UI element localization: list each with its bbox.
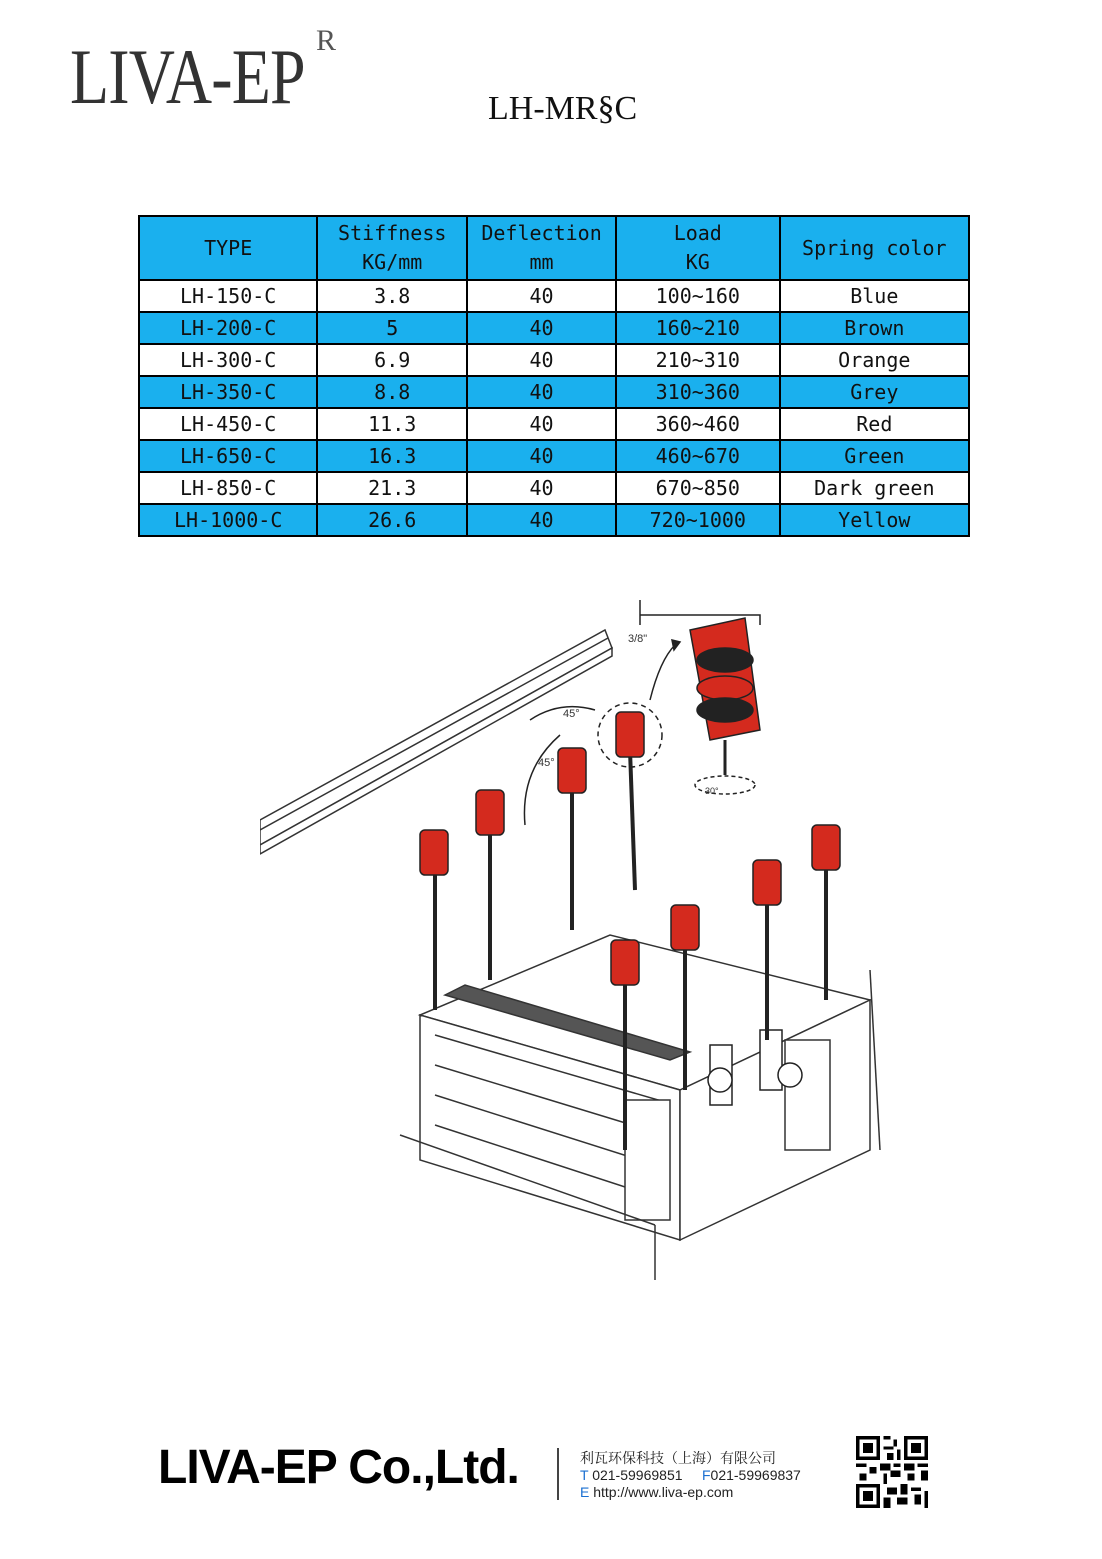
cell-stiffness: 8.8 [317,376,467,408]
cell-deflection: 40 [467,504,616,536]
cell-color: Grey [780,376,969,408]
cell-load: 460~670 [616,440,780,472]
cell-color: Brown [780,312,969,344]
cell-deflection: 40 [467,376,616,408]
cell-color: Red [780,408,969,440]
tel-number: 021-59969851 [592,1467,683,1483]
cell-stiffness: 26.6 [317,504,467,536]
web-label: E [580,1484,590,1500]
cell-type: LH-1000-C [139,504,317,536]
website-link[interactable]: http://www.liva-ep.com [593,1484,734,1500]
cell-stiffness: 11.3 [317,408,467,440]
table-row [139,312,969,344]
footer-company-cn: 利瓦环保科技（上海）有限公司 [580,1450,776,1466]
cell-type: LH-650-C [139,440,317,472]
cell-type: LH-450-C [139,408,317,440]
qr-code-icon [856,1436,928,1508]
footer-company-name: LIVA-EP Co.,Ltd. [158,1441,519,1494]
table-row [139,408,969,440]
cell-type: LH-150-C [139,280,317,312]
table-row [139,440,969,472]
rod-size-label: 3/8" [628,633,648,645]
installation-illustration [260,590,900,1290]
header-type: TYPE [139,216,317,280]
equipment-box [400,935,880,1280]
cell-deflection: 40 [467,280,616,312]
page-title: LH-MR§C [488,90,638,127]
cell-type: LH-200-C [139,312,317,344]
header-spring-color: Spring color [780,216,969,280]
cell-type: LH-850-C [139,472,317,504]
header-deflection: Deflection mm [467,216,616,280]
cell-load: 670~850 [616,472,780,504]
registered-mark: R [316,24,337,57]
cell-color: Green [780,440,969,472]
cell-stiffness: 16.3 [317,440,467,472]
angle-label-lower: 45° [538,757,555,769]
rotation-label: 30° [705,786,719,796]
cell-type: LH-300-C [139,344,317,376]
table-row [139,376,969,408]
cell-load: 360~460 [616,408,780,440]
i-beam [260,630,612,854]
table-row [139,504,969,536]
cell-stiffness: 6.9 [317,344,467,376]
cell-load: 100~160 [616,280,780,312]
spec-table [138,215,970,537]
cell-deflection: 40 [467,312,616,344]
footer-divider [557,1448,559,1500]
footer-contact [580,1450,801,1501]
fax-label: F [701,1467,711,1483]
cell-load: 210~310 [616,344,780,376]
table-row [139,472,969,504]
cell-deflection: 40 [467,440,616,472]
cell-stiffness: 21.3 [317,472,467,504]
cell-load: 160~210 [616,312,780,344]
company-logo: LIVA-EP [70,33,305,120]
table-row [139,280,969,312]
cell-load: 720~1000 [616,504,780,536]
tel-label: T [580,1467,589,1483]
cell-deflection: 40 [467,344,616,376]
header-load: Load KG [616,216,780,280]
cell-color: Blue [780,280,969,312]
cell-deflection: 40 [467,408,616,440]
cell-color: Yellow [780,504,969,536]
table-row [139,344,969,376]
header-stiffness: Stiffness KG/mm [317,216,467,280]
cell-deflection: 40 [467,472,616,504]
cell-color: Orange [780,344,969,376]
cell-stiffness: 5 [317,312,467,344]
cell-color: Dark green [780,472,969,504]
table-header-row [139,216,969,280]
cell-stiffness: 3.8 [317,280,467,312]
cell-load: 310~360 [616,376,780,408]
angle-label-upper: 45° [563,708,580,720]
fax-number: 021-59969837 [710,1467,801,1483]
cell-type: LH-350-C [139,376,317,408]
